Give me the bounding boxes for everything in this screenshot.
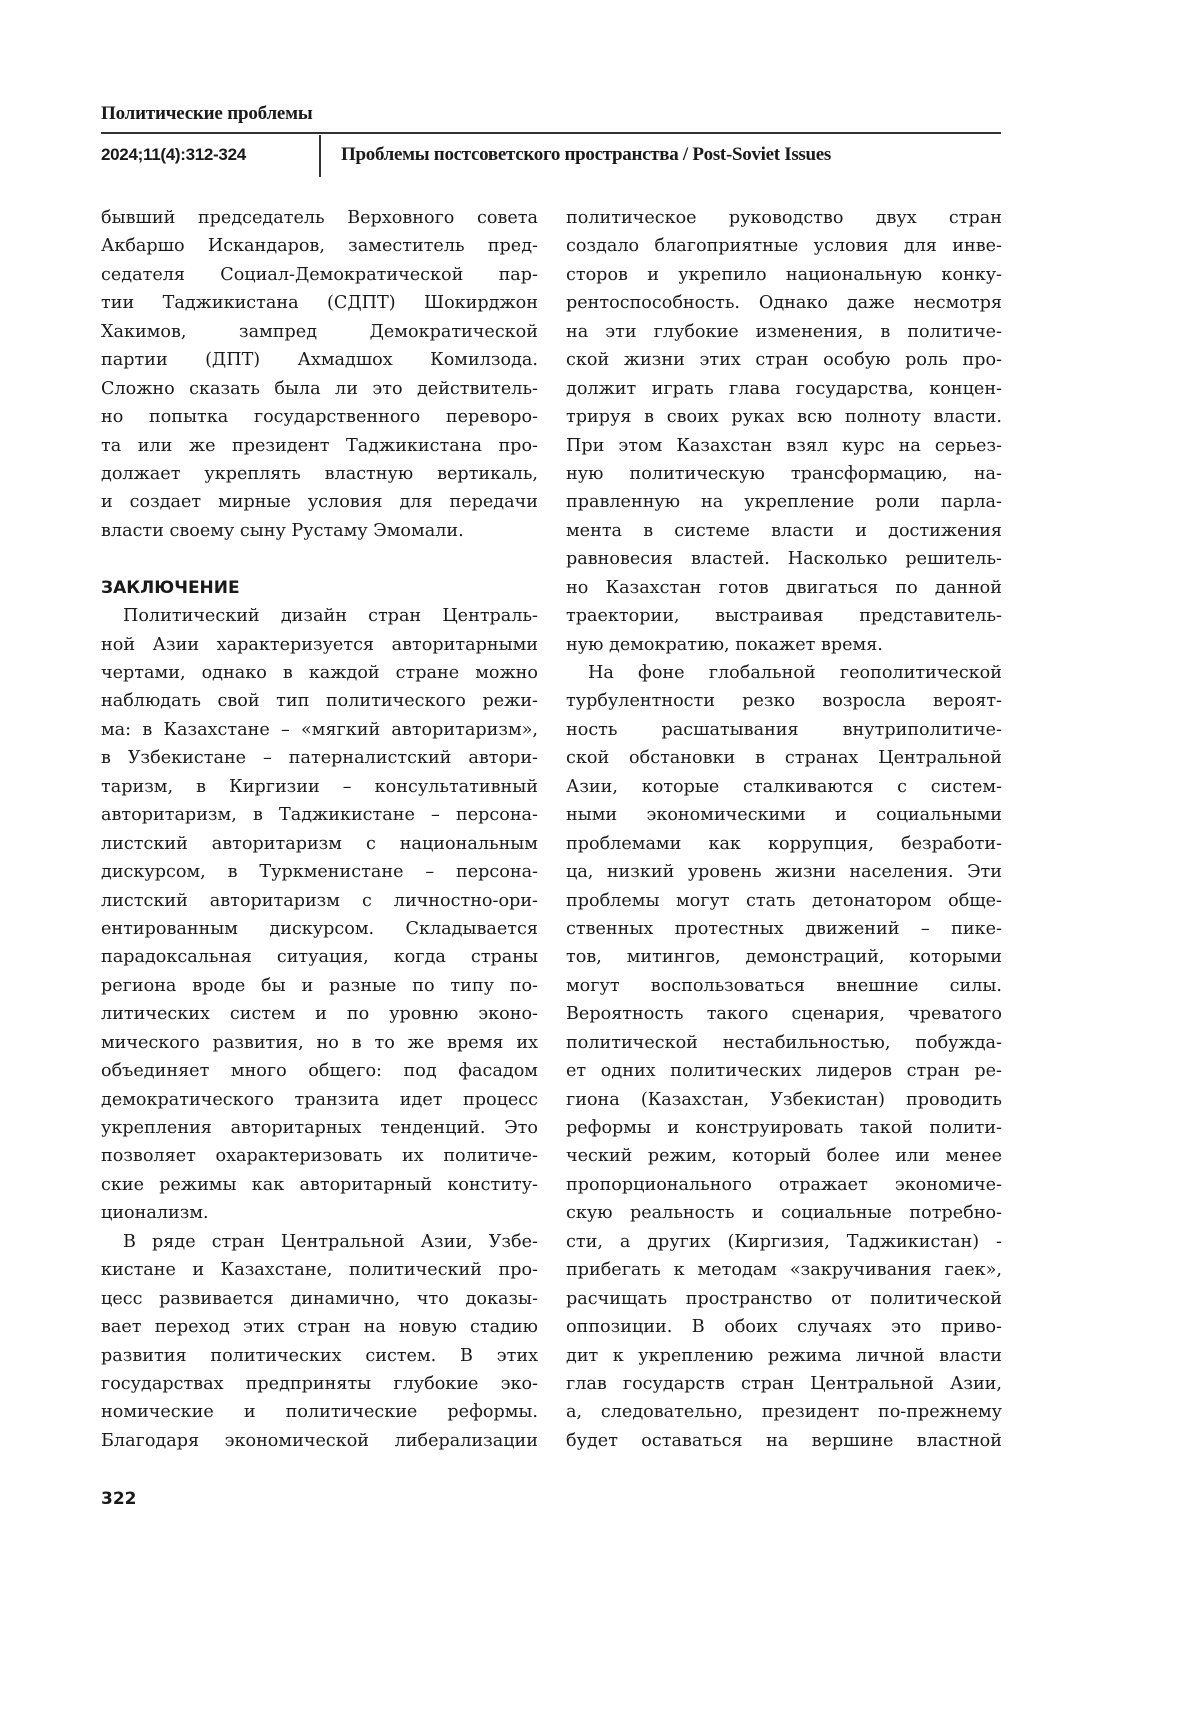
text-line: литических систем и по уровню эконо- — [101, 1000, 538, 1028]
paragraph — [566, 204, 1002, 659]
text-line: тов, митингов, демонстраций, которыми — [566, 943, 1002, 971]
text-line: могут воспользоваться внешние силы. — [566, 972, 1002, 1000]
text-line: дискурсом, в Туркменистане – персона- — [101, 858, 538, 886]
text-line: политическое руководство двух стран — [566, 204, 1002, 232]
text-line: укрепления авторитарных тенденций. Это — [101, 1114, 538, 1142]
running-section-title: Политические проблемы — [101, 103, 313, 125]
text-line: ную политическую трансформацию, на- — [566, 460, 1002, 488]
text-line: седателя Социал-Демократической пар- — [101, 261, 538, 289]
text-line: сторов и укрепило национальную конку- — [566, 261, 1002, 289]
text-line: демократического транзита идет процесс — [101, 1086, 538, 1114]
text-line: листский авторитаризм с личностно-ори- — [101, 887, 538, 915]
text-line: При этом Казахстан взял курс на серьез- — [566, 432, 1002, 460]
text-line: расчищать пространство от политической — [566, 1285, 1002, 1313]
text-line: на эти глубокие изменения, в политиче- — [566, 318, 1002, 346]
paragraph — [101, 602, 538, 1228]
text-line: наблюдать свой тип политического режи- — [101, 687, 538, 715]
text-line: ские режимы как авторитарный конститу- — [101, 1171, 538, 1199]
text-line: чертами, однако в каждой стране можно — [101, 659, 538, 687]
text-line: цесс развивается динамично, что доказы- — [101, 1285, 538, 1313]
text-line: сти, а других (Киргизия, Таджикистан) - — [566, 1228, 1002, 1256]
text-line: ма: в Казахстане – «мягкий авторитаризм», — [101, 716, 538, 744]
text-line: объединяет много общего: под фасадом — [101, 1057, 538, 1085]
text-line: государствах предприняты глубокие эко- — [101, 1370, 538, 1398]
text-line: На фоне глобальной геополитической — [566, 659, 1002, 687]
text-line: дит к укреплению режима личной власти — [566, 1342, 1002, 1370]
header-divider — [319, 135, 321, 177]
text-line: Хакимов, зампред Демократической — [101, 318, 538, 346]
text-line: ность расшатывания внутриполитиче- — [566, 716, 1002, 744]
text-line: ской жизни этих стран особую роль про- — [566, 346, 1002, 374]
paragraph — [101, 1228, 538, 1456]
section-heading: ЗАКЛЮЧЕНИЕ — [101, 574, 538, 602]
text-line: должает укреплять властную вертикаль, — [101, 460, 538, 488]
text-line: мического развития, но в то же время их — [101, 1029, 538, 1057]
text-line: та или же президент Таджикистана про- — [101, 432, 538, 460]
page-number: 322 — [101, 1489, 137, 1509]
text-line: тии Таджикистана (СДПТ) Шокирджон — [101, 289, 538, 317]
text-line: номические и политические реформы. — [101, 1398, 538, 1426]
paragraph — [566, 659, 1002, 1455]
text-line: трируя в своих руках всю полноту власти. — [566, 403, 1002, 431]
text-line: а, следовательно, президент по-прежнему — [566, 1398, 1002, 1426]
left-column — [101, 204, 538, 1455]
text-line: пропорционального отражает экономиче- — [566, 1171, 1002, 1199]
text-line: должит играть глава государства, концен- — [566, 375, 1002, 403]
text-line: гиона (Казахстан, Узбекистан) проводить — [566, 1086, 1002, 1114]
text-line: и создает мирные условия для передачи — [101, 488, 538, 516]
text-line: В ряде стран Центральной Азии, Узбе- — [101, 1228, 538, 1256]
text-line: но Казахстан готов двигаться по данной — [566, 574, 1002, 602]
text-line: реформы и конструировать такой полити- — [566, 1114, 1002, 1142]
text-line: ентированным дискурсом. Складывается — [101, 915, 538, 943]
text-line: в Узбекистане – патерналистский автори- — [101, 744, 538, 772]
text-line: мента в системе власти и достижения — [566, 517, 1002, 545]
text-line: бывший председатель Верховного совета — [101, 204, 538, 232]
text-line: турбулентности резко возросла вероят- — [566, 687, 1002, 715]
text-line: глав государств стран Центральной Азии, — [566, 1370, 1002, 1398]
text-line: проблемами как коррупция, безработи- — [566, 830, 1002, 858]
text-line: траектории, выстраивая представитель- — [566, 602, 1002, 630]
citation: 2024;11(4):312-324 — [101, 145, 246, 165]
right-column — [566, 204, 1002, 1455]
text-line: равновесия властей. Насколько решитель- — [566, 545, 1002, 573]
text-line: ционализм. — [101, 1199, 538, 1227]
paragraph — [101, 204, 538, 545]
text-line: ческий режим, который более или менее — [566, 1142, 1002, 1170]
text-line: таризм, в Киргизии – консультативный — [101, 773, 538, 801]
text-line: Политический дизайн стран Централь- — [101, 602, 538, 630]
text-line: оппозиции. В обоих случаях это приво- — [566, 1313, 1002, 1341]
text-line: Сложно сказать была ли это действитель- — [101, 375, 538, 403]
text-line: Азии, которые сталкиваются с систем- — [566, 773, 1002, 801]
text-line: вает переход этих стран на новую стадию — [101, 1313, 538, 1341]
text-line: развития политических систем. В этих — [101, 1342, 538, 1370]
text-line: скую реальность и социальные потребно- — [566, 1199, 1002, 1227]
text-line: ет одних политических лидеров стран ре- — [566, 1057, 1002, 1085]
text-line: создало благоприятные условия для инве- — [566, 232, 1002, 260]
text-line: кистане и Казахстане, политический про- — [101, 1256, 538, 1284]
text-line: ными экономическими и социальными — [566, 801, 1002, 829]
text-line: листский авторитаризм с национальным — [101, 830, 538, 858]
text-line: Благодаря экономической либерализации — [101, 1427, 538, 1455]
text-line: будет оставаться на вершине властной — [566, 1427, 1002, 1455]
header-rule — [101, 132, 1001, 134]
journal-title: Проблемы постсоветского пространства / Post-Soviet Issues — [341, 144, 831, 166]
text-line: ственных протестных движений – пике- — [566, 915, 1002, 943]
text-line: парадоксальная ситуация, когда страны — [101, 943, 538, 971]
text-line: политической нестабильностью, побужда- — [566, 1029, 1002, 1057]
text-line: рентоспособность. Однако даже несмотря — [566, 289, 1002, 317]
text-line: ской обстановки в странах Центральной — [566, 744, 1002, 772]
text-line: ной Азии характеризуется авторитарными — [101, 631, 538, 659]
text-line: авторитаризм, в Таджикистане – персона- — [101, 801, 538, 829]
text-line: но попытка государственного переворо- — [101, 403, 538, 431]
text-line: позволяет охарактеризовать их политиче- — [101, 1142, 538, 1170]
text-line: ную демократию, покажет время. — [566, 631, 1002, 659]
text-line: Акбаршо Искандаров, заместитель пред- — [101, 232, 538, 260]
text-line: региона вроде бы и разные по типу по- — [101, 972, 538, 1000]
text-line: правленную на укрепление роли парла- — [566, 488, 1002, 516]
text-line: Вероятность такого сценария, чреватого — [566, 1000, 1002, 1028]
text-line: власти своему сыну Рустаму Эмомали. — [101, 517, 538, 545]
text-line: партии (ДПТ) Ахмадшох Комилзода. — [101, 346, 538, 374]
text-line: проблемы могут стать детонатором обще- — [566, 887, 1002, 915]
text-line: ца, низкий уровень жизни населения. Эти — [566, 858, 1002, 886]
text-line: прибегать к методам «закручивания гаек», — [566, 1256, 1002, 1284]
